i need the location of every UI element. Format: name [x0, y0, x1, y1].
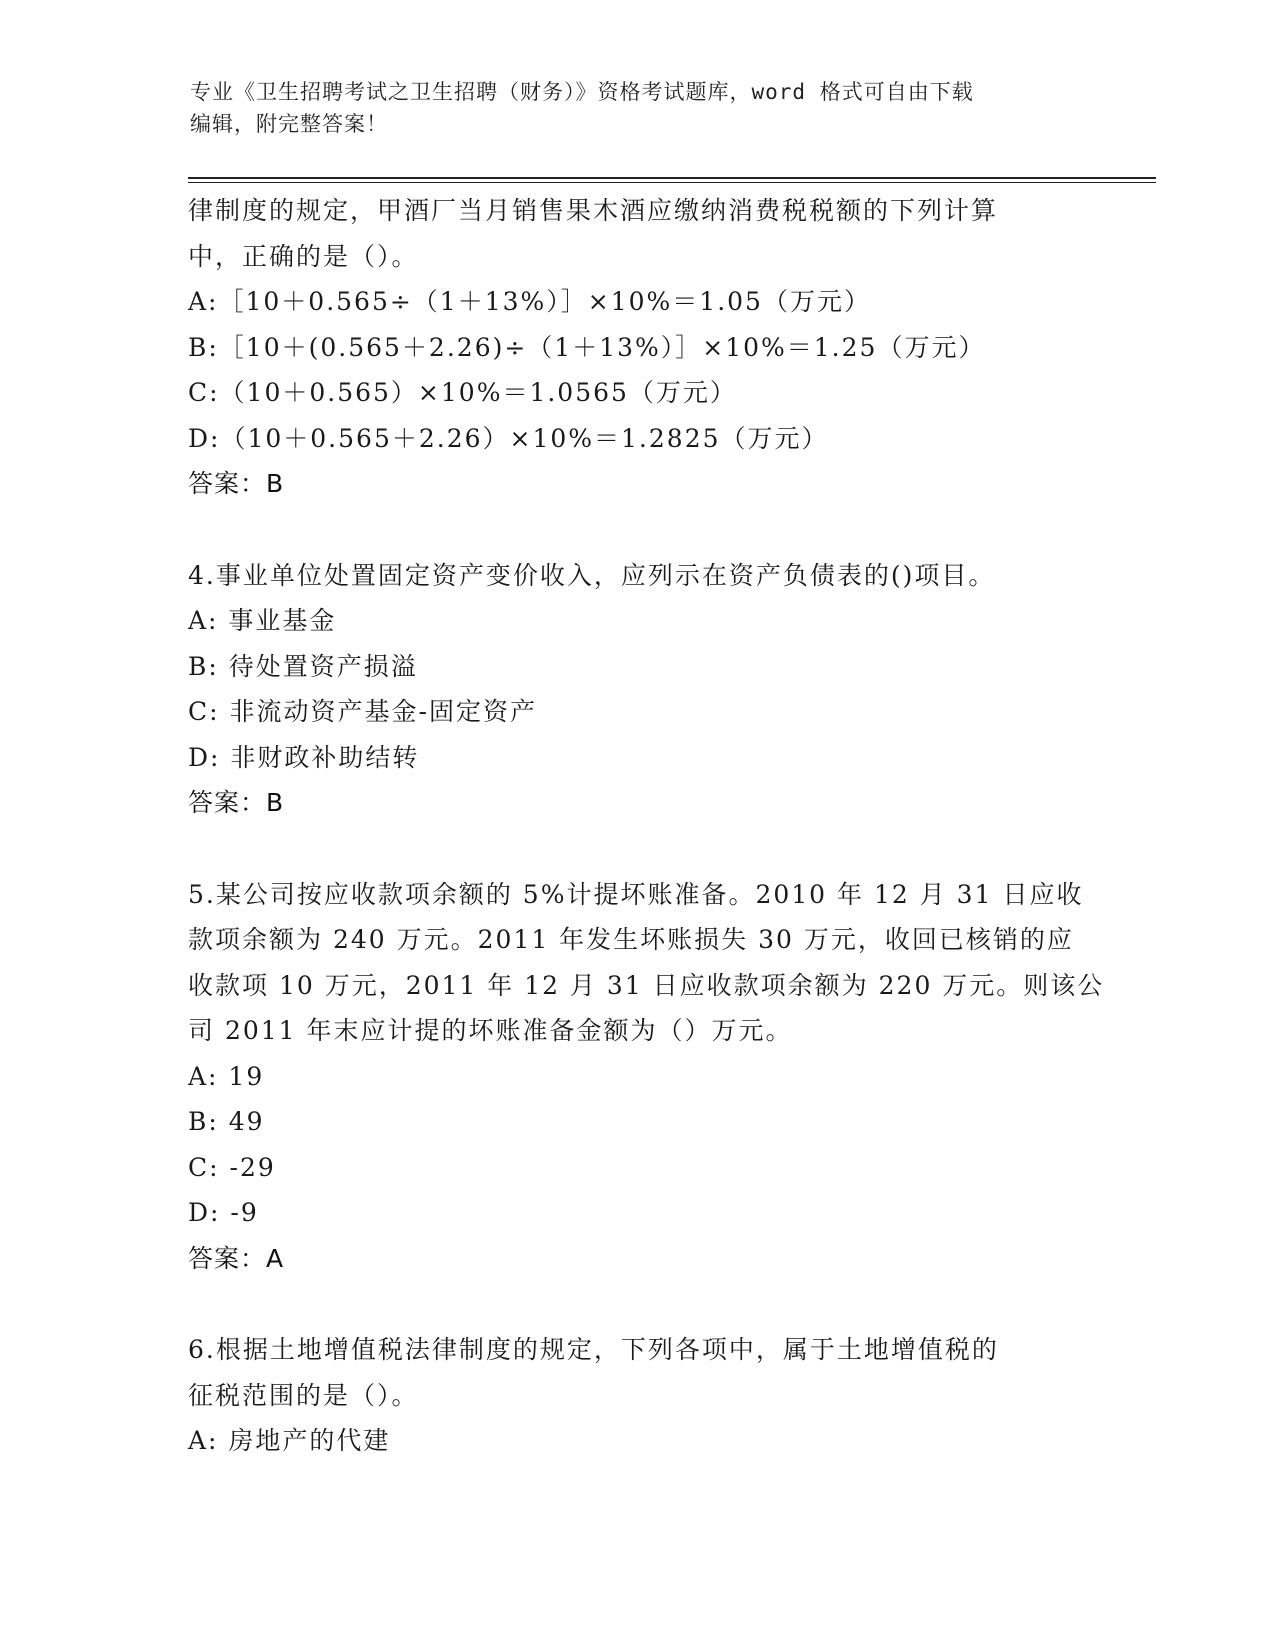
option-a: A:［10＋0.565÷（1＋13%）］×10%＝1.05（万元）	[188, 287, 871, 316]
option-b: B: 49	[188, 1107, 265, 1136]
question-5	[188, 872, 1105, 1282]
question-4	[188, 553, 1088, 826]
answer: 答案：B	[188, 788, 285, 817]
option-b: B: 待处置资产损溢	[188, 651, 418, 681]
question-text-line: 5.某公司按应收款项余额的 5%计提坏账准备。2010 年 12 月 31 日应收	[188, 879, 1084, 909]
spacer	[188, 507, 1088, 553]
question-text-line: 4.事业单位处置固定资产变价收入，应列示在资产负债表的()项目。	[188, 560, 996, 590]
option-a: A: 房地产的代建	[188, 1426, 391, 1455]
question-text-line: 司 2011 年末应计提的坏账准备金额为（）万元。	[188, 1016, 793, 1045]
option-c: C: 非流动资产基金-固定资产	[188, 697, 537, 726]
question-text-line: 律制度的规定，甲酒厂当月销售果木酒应缴纳消费税税额的下列计算	[188, 196, 999, 225]
option-a: A: 19	[188, 1061, 265, 1091]
option-c: C:（10＋0.565）×10%＝1.0565（万元）	[188, 378, 737, 407]
header-divider	[188, 177, 1156, 183]
answer: 答案：B	[188, 469, 285, 498]
option-d: D:（10＋0.565＋2.26）×10%＝1.2825（万元）	[188, 423, 829, 453]
header-line-2: 编辑，附完整答案！	[190, 112, 388, 136]
answer: 答案：A	[188, 1243, 285, 1273]
header-line-1: 专业《卫生招聘考试之卫生招聘（财务）》资格考试题库，word 格式可自由下载	[190, 80, 974, 104]
spacer	[188, 826, 1088, 872]
question-3	[188, 188, 1088, 507]
spacer	[188, 1281, 1088, 1327]
question-text-line: 征税范围的是（）。	[188, 1380, 419, 1410]
option-d: D: 非财政补助结转	[188, 742, 420, 772]
option-b: B:［10＋(0.565＋2.26)÷（1＋13%）］×10%＝1.25（万元）	[188, 332, 986, 362]
question-text-line: 中，正确的是（）。	[188, 241, 419, 271]
option-c: C: -29	[188, 1152, 276, 1182]
option-d: D: -9	[188, 1198, 259, 1227]
page-header	[190, 76, 1090, 140]
question-text-line: 6.根据土地增值税法律制度的规定，下列各项中，属于土地增值税的	[188, 1335, 999, 1364]
question-6	[188, 1327, 1088, 1464]
page-content	[188, 188, 1105, 1464]
question-text-line: 款项余额为 240 万元。2011 年发生坏账损失 30 万元，收回已核销的应	[188, 925, 1074, 954]
question-text-line: 收款项 10 万元，2011 年 12 月 31 日应收款项余额为 220 万元。则该公	[188, 970, 1105, 1000]
option-a: A: 事业基金	[188, 606, 337, 635]
